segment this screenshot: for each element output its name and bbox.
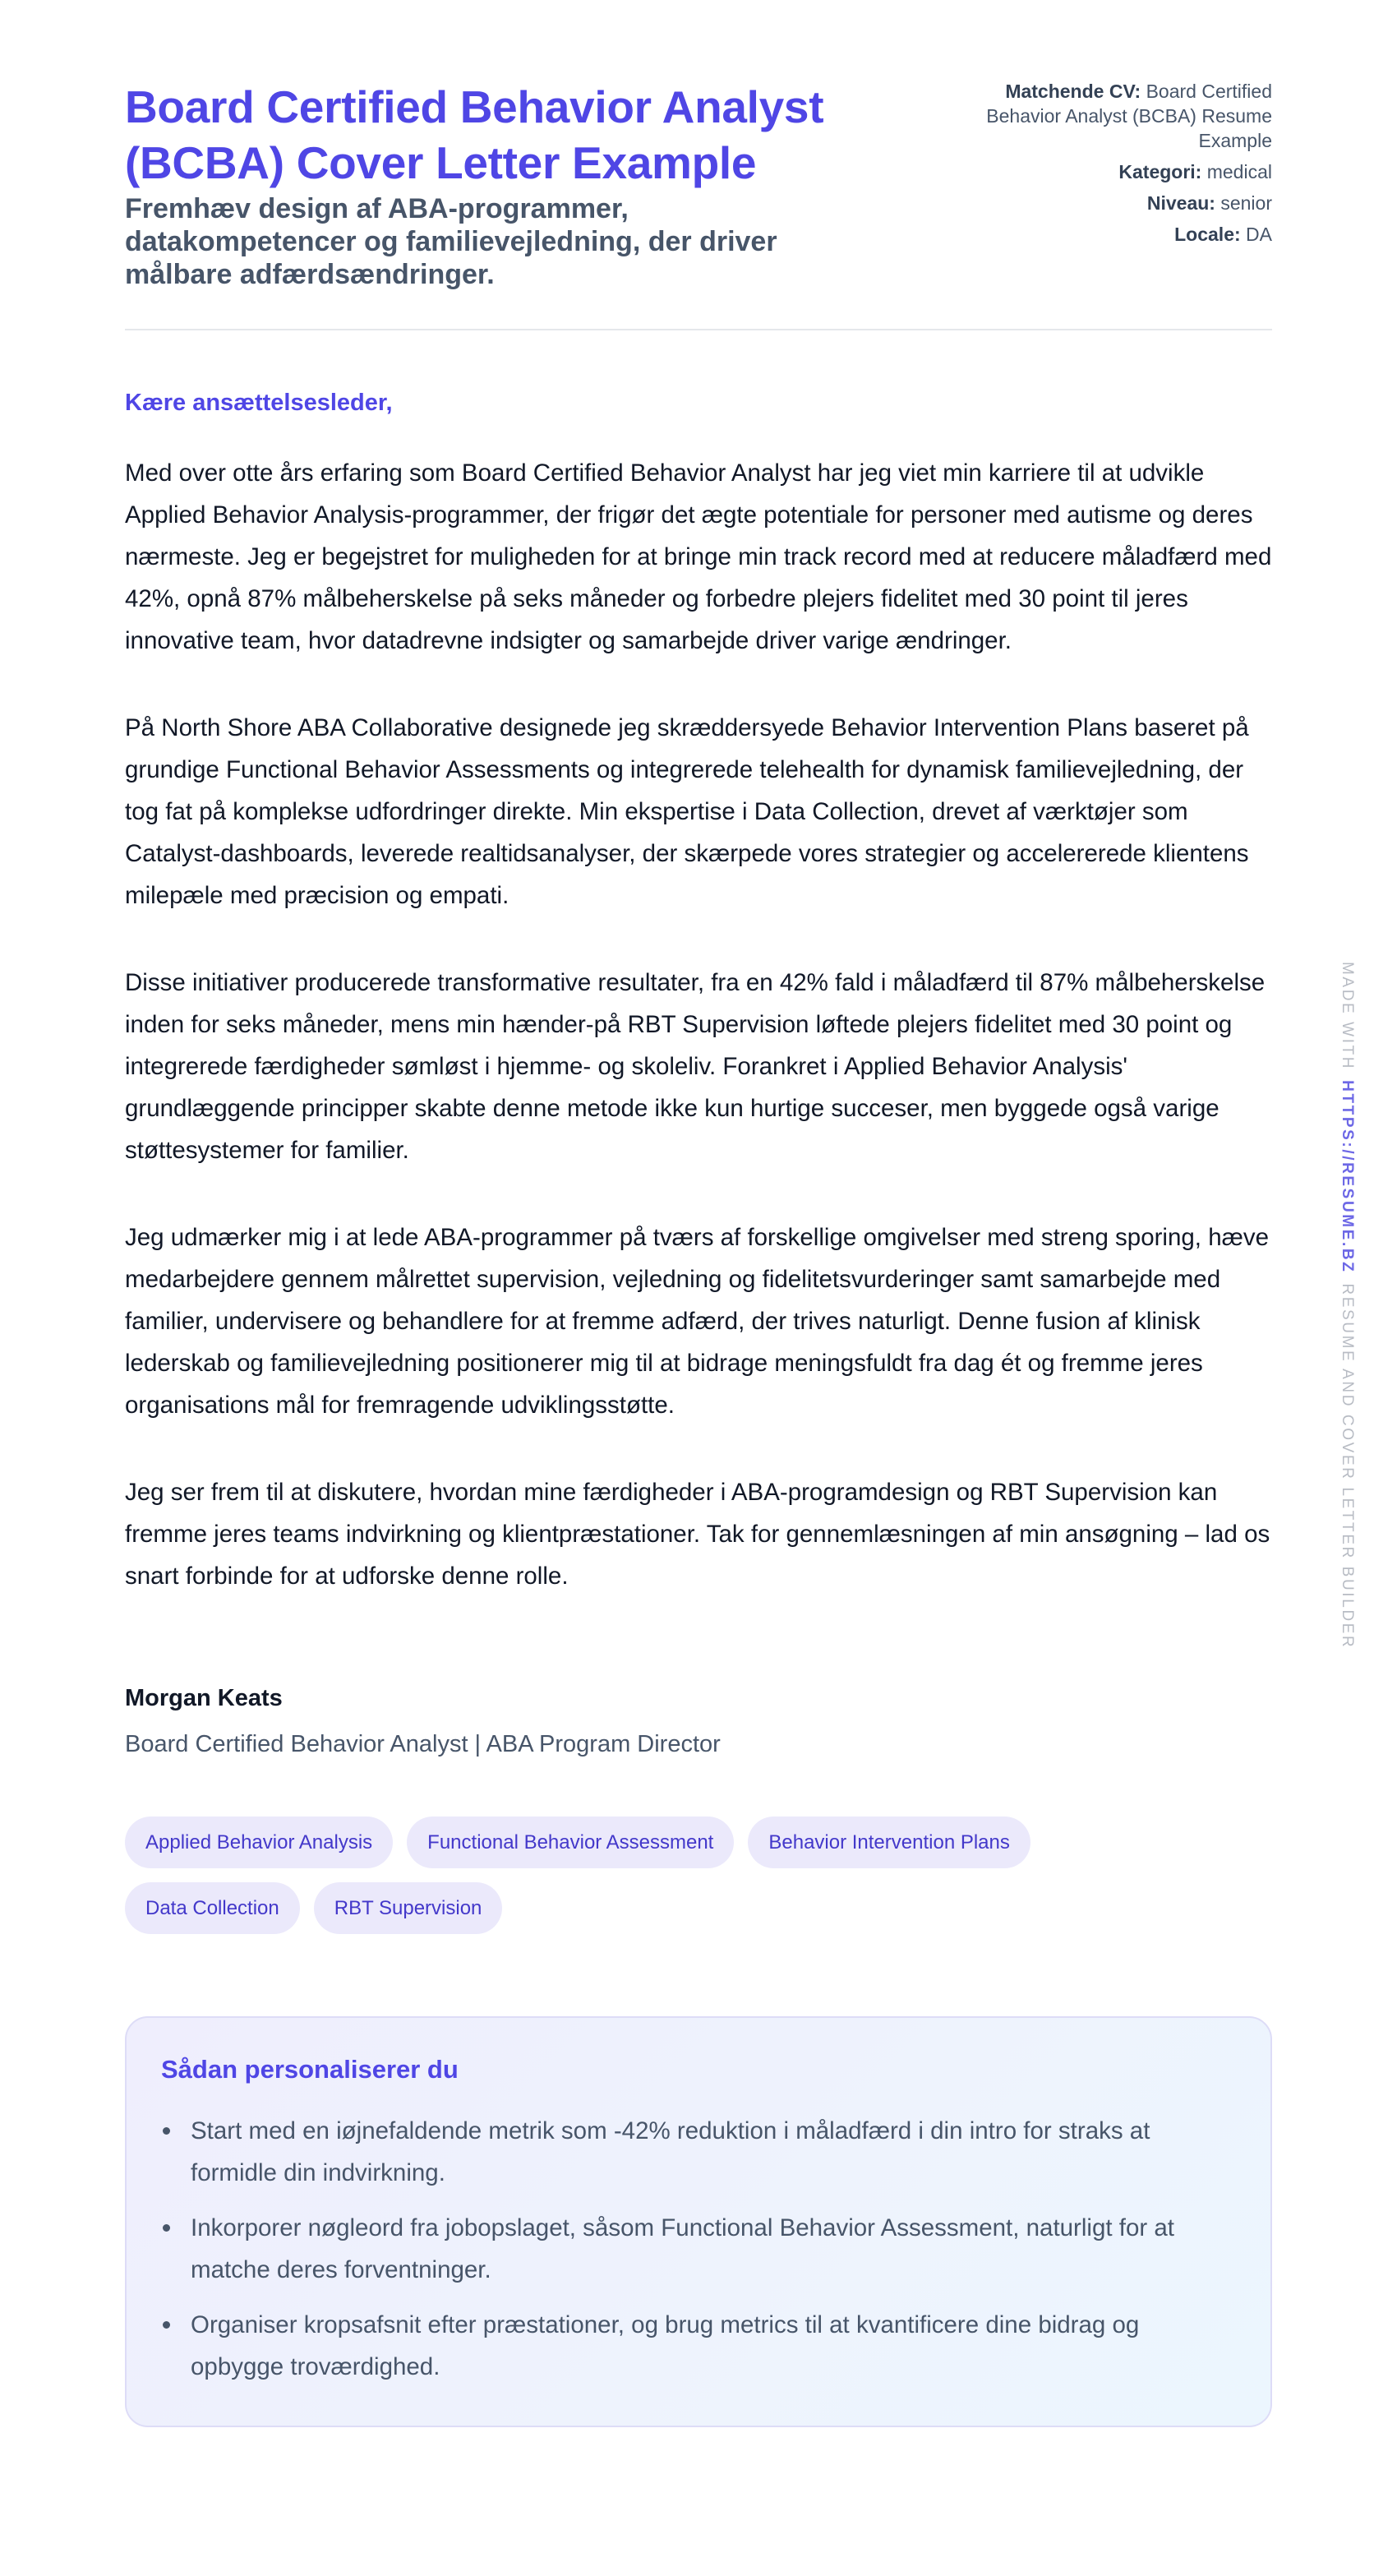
meta-matching-resume — [927, 79, 1272, 153]
tips-item: Organiser kropsafsnit efter præstationer, og brug metrics til at kvantificere dine bidrag og opbygge troværdighed. — [161, 2304, 1236, 2388]
letter-paragraph: Med over otte års erfaring som Board Certified Behavior Analyst har jeg viet min karriere til at udvikle Applied Behavior Analysis-programmer, der frigør det ægte potentiale for personer med autisme og deres nærmeste. Jeg er begejstret for muligheden for at bringe min track record med at reducere måladfærd med 42%, opnå 87% målbeherskelse på seks måneder og forbedre plejers fidelitet med 30 point til jeres innovative team, hvor datadrevne indsigter og samarbejde driver varige ændringer. — [125, 459, 1272, 654]
page-header — [125, 0, 1272, 330]
page-subtitle: Fremhæv design af ABA-programmer, datakompetencer og familievejledning, der driver målbare adfærdsændringer. — [125, 193, 777, 290]
letter-paragraph: Jeg udmærker mig i at lede ABA-programmer på tværs af forskellige omgivelser med streng sporing, hæve medarbejdere gennem målrettet supervision, vejledning og fidelitetsvurderinger samt samarbejde med familier, undervisere og behandlere for at fremme adfærd, der trives naturligt. Denne fusion af klinisk lederskab og familievejledning positionerer mig til at bidrage meningsfuldt fra dag ét og fremme jeres organisations mål for fremragende udviklingsstøtte. — [125, 1224, 1269, 1419]
meta-value: DA — [1246, 224, 1272, 245]
meta-key: Niveau: — [1146, 192, 1215, 214]
skill-tag: Behavior Intervention Plans — [748, 1817, 1030, 1868]
tips-title: Sådan personaliserer du — [161, 2055, 459, 2084]
letter-body — [125, 388, 1272, 1759]
watermark-suffix: RESUME AND COVER LETTER BUILDER — [1339, 1283, 1356, 1650]
skill-tag: Data Collection — [125, 1882, 300, 1934]
letter-greeting: Kære ansættelsesleder, — [125, 390, 393, 416]
personalization-tips-card — [125, 2016, 1272, 2427]
vertical-watermark — [1338, 962, 1356, 1650]
skill-tag: Functional Behavior Assessment — [407, 1817, 734, 1868]
signature-name: Morgan Keats — [125, 1685, 283, 1711]
meta-key: Locale: — [1174, 224, 1241, 245]
watermark-text — [1338, 962, 1356, 1649]
meta-value: medical — [1206, 161, 1272, 182]
header-title-block — [125, 79, 889, 291]
skill-tag: Applied Behavior Analysis — [125, 1817, 393, 1868]
meta-category — [927, 159, 1272, 184]
meta-level — [927, 191, 1272, 215]
letter-paragraph: Jeg ser frem til at diskutere, hvordan mine færdigheder i ABA-programdesign og RBT Supervision kan fremme jeres teams indvirkning og klientpræstationer. Tak for gennemlæsningen af min ansøgning – lad os snart forbinde for at udforske denne rolle. — [125, 1479, 1270, 1590]
letter-paragraph: På North Shore ABA Collaborative designede jeg skræddersyede Behavior Intervention Plans baseret på grundige Functional Behavior Assessments og integrerede telehealth for dynamisk familievejledning, der tog fat på komplekse udfordringer direkte. Min ekspertise i Data Collection, drevet af værktøjer som Catalyst-dashboards, leverede realtidsanalyser, der skærpede vores strategier og accelererede klientens milepæle med præcision og empati. — [125, 714, 1249, 909]
skill-tag: RBT Supervision — [314, 1882, 503, 1934]
skill-tags — [125, 1817, 1193, 1934]
page-title: Board Certified Behavior Analyst (BCBA) Cover Letter Example — [125, 81, 824, 188]
tips-item: Start med en iøjnefaldende metrik som -42% reduktion i måladfærd i din intro for straks at formidle din indvirkning. — [161, 2110, 1236, 2194]
meta-value: senior — [1220, 192, 1272, 214]
watermark-prefix: MADE WITH — [1339, 962, 1356, 1071]
meta-value-link[interactable]: Board Certified Behavior Analyst (BCBA) Resume Example — [986, 81, 1272, 151]
cover-letter-page — [125, 0, 1272, 2427]
tips-item: Inkorporer nøgleord fra jobopslaget, såsom Functional Behavior Assessment, naturligt for at matche deres forventninger. — [161, 2207, 1236, 2291]
letter-paragraphs — [125, 452, 1272, 1597]
signature-block — [125, 1683, 1272, 1759]
meta-locale — [927, 222, 1272, 247]
signature-title: Board Certified Behavior Analyst | ABA Program Director — [125, 1731, 721, 1757]
meta-key: Matchende CV: — [1005, 81, 1141, 102]
meta-key: Kategori: — [1118, 161, 1202, 182]
letter-paragraph: Disse initiativer producerede transformative resultater, fra en 42% fald i måladfærd til 87% målbeherskelse inden for seks måneder, mens min hænder-på RBT Supervision løftede plejers fidelitet med 30 point og integrerede færdigheder sømløst i hjemme- og skoleliv. Forankret i Applied Behavior Analysis' grundlæggende principper skabte denne metode ikke kun hurtige succeser, men byggede også varige støttesystemer for familier. — [125, 969, 1266, 1164]
meta-info — [927, 79, 1272, 253]
watermark-link[interactable]: HTTPS://RESUME.BZ — [1339, 1080, 1356, 1274]
tips-list — [161, 2110, 1236, 2388]
